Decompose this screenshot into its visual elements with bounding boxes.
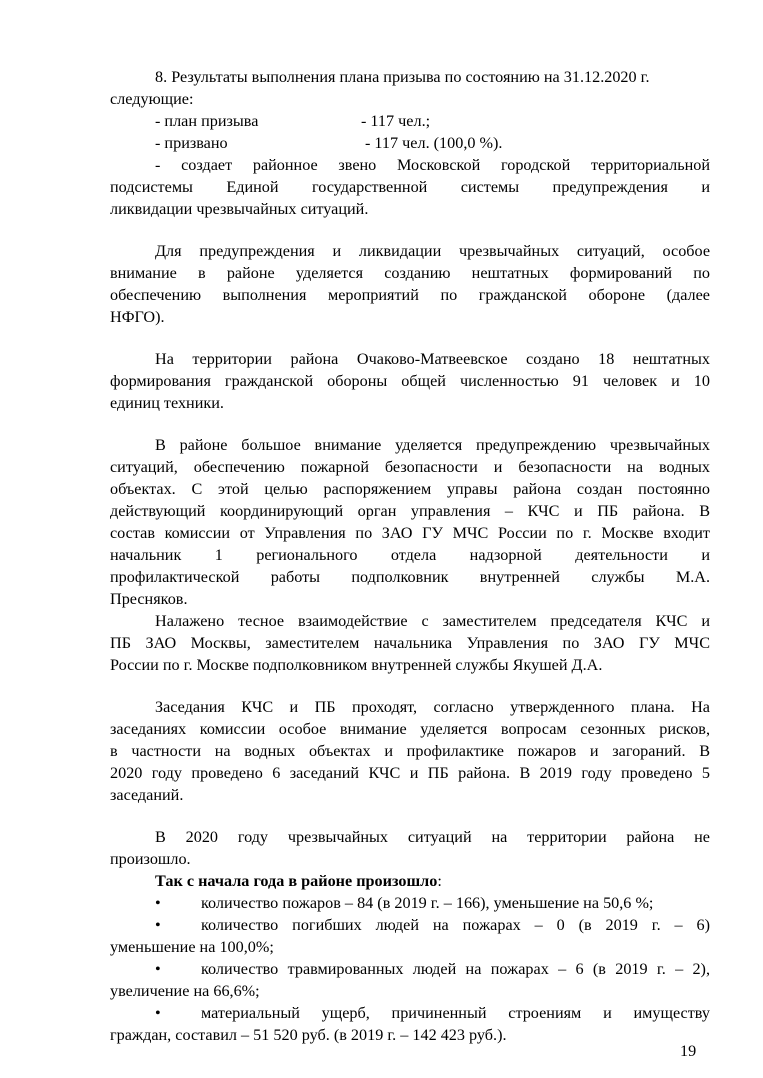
plan-value: - 117 чел.; xyxy=(361,112,431,130)
paragraph-no-emergencies-line: В 2020 году чрезвычайных ситуаций на территории района не xyxy=(155,828,710,846)
bullet-marker: • xyxy=(155,1004,161,1022)
paragraph-prevention-line: действующий координирующий орган управления – КЧС и ПБ района. В xyxy=(110,502,710,520)
paragraph-meetings-line: заседаниях комиссии особое внимание уделяется вопросам сезонных рисков, xyxy=(110,720,710,738)
page-number: 19 xyxy=(680,1042,697,1060)
bullet-damage-line-2: граждан, составил – 51 520 руб. (в 2019 г. – 142 423 руб.). xyxy=(110,1026,507,1044)
paragraph-formations-line: единиц техники. xyxy=(110,394,224,412)
paragraph-meetings-line: заседаний. xyxy=(110,786,184,804)
incidents-heading-bold: Так с начала года в районе произошло xyxy=(155,872,438,890)
paragraph-nfgo-line: обеспечению выполнения мероприятий по гражданской обороне (далее xyxy=(110,286,710,304)
paragraph-nfgo-line: внимание в районе уделяется созданию нештатных формирований по xyxy=(110,264,710,282)
paragraph-prevention-line: объектах. С этой целью распоряжением управы района создан постоянно xyxy=(110,480,710,498)
paragraph-prevention-line: состав комиссии от Управления по ЗАО ГУ МЧС России по г. Москве входит xyxy=(110,524,710,542)
paragraph-cooperation-line: ПБ ЗАО Москвы, заместителем начальника Управления по ЗАО ГУ МЧС xyxy=(110,634,710,652)
called-label: - призвано xyxy=(155,134,228,152)
bullet-marker: • xyxy=(155,916,161,934)
paragraph-prevention-line: ситуаций, обеспечению пожарной безопасности и безопасности на водных xyxy=(110,458,710,476)
paragraph-cooperation-line: Налажено тесное взаимодействие с заместителем председателя КЧС и xyxy=(155,612,710,630)
paragraph-prevention-line: начальник 1 регионального отдела надзорной деятельности и xyxy=(110,546,710,564)
called-value: - 117 чел. (100,0 %). xyxy=(365,134,503,152)
bullet-deaths-line-2: уменьшение на 100,0%; xyxy=(110,938,274,956)
paragraph-no-emergencies-line: произошло. xyxy=(110,850,191,868)
paragraph-nfgo-line: НФГО). xyxy=(110,308,165,326)
paragraph-prevention-line: Пресняков. xyxy=(110,590,188,608)
paragraph-prevention-line: профилактической работы подполковник внутренней службы М.А. xyxy=(110,568,710,586)
paragraph-meetings-line: 2020 году проведено 6 заседаний КЧС и ПБ района. В 2019 году проведено 5 xyxy=(110,764,710,782)
bullet-fires-count: количество пожаров – 84 (в 2019 г. – 166), уменьшение на 50,6 %; xyxy=(201,894,654,912)
plan-label: - план призыва xyxy=(155,112,259,130)
called-row xyxy=(155,132,710,155)
conscription-results-heading-cont: следующие: xyxy=(110,90,194,108)
civil-defense-line-1: - создает районное звено Московской городской территориальной xyxy=(155,156,710,174)
conscription-results-heading: 8. Результаты выполнения плана призыва по состоянию на 31.12.2020 г. xyxy=(155,68,650,86)
plan-row xyxy=(155,110,710,133)
incidents-heading xyxy=(155,870,710,893)
paragraph-prevention-line: В районе большое внимание уделяется предупреждению чрезвычайных xyxy=(155,436,710,454)
civil-defense-line-2: подсистемы Единой государственной системы предупреждения и xyxy=(110,178,710,196)
bullet-marker: • xyxy=(155,894,161,912)
bullet-deaths-line-1: количество погибших людей на пожарах – 0 (в 2019 г. – 6) xyxy=(201,916,710,934)
bullet-marker: • xyxy=(155,960,161,978)
paragraph-meetings-line: в частности на водных объектах и профилактике пожаров и загораний. В xyxy=(110,742,710,760)
paragraph-cooperation-line: России по г. Москве подполковником внутренней службы Якушей Д.А. xyxy=(110,656,603,674)
civil-defense-line-3: ликвидации чрезвычайных ситуаций. xyxy=(110,200,369,218)
paragraph-formations-line: На территории района Очаково-Матвеевское создано 18 нештатных xyxy=(155,350,710,368)
paragraph-formations-line: формирования гражданской обороны общей численностью 91 человек и 10 xyxy=(110,372,710,390)
bullet-injuries-line-1: количество травмированных людей на пожарах – 6 (в 2019 г. – 2), xyxy=(201,960,710,978)
incidents-heading-colon: : xyxy=(437,872,442,890)
paragraph-meetings-line: Заседания КЧС и ПБ проходят, согласно утвержденного плана. На xyxy=(155,698,710,716)
bullet-injuries-line-2: увеличение на 66,6%; xyxy=(110,982,260,1000)
bullet-damage-line-1: материальный ущерб, причиненный строениям и имуществу xyxy=(201,1004,710,1022)
paragraph-nfgo-line: Для предупреждения и ликвидации чрезвычайных ситуаций, особое xyxy=(155,242,710,260)
